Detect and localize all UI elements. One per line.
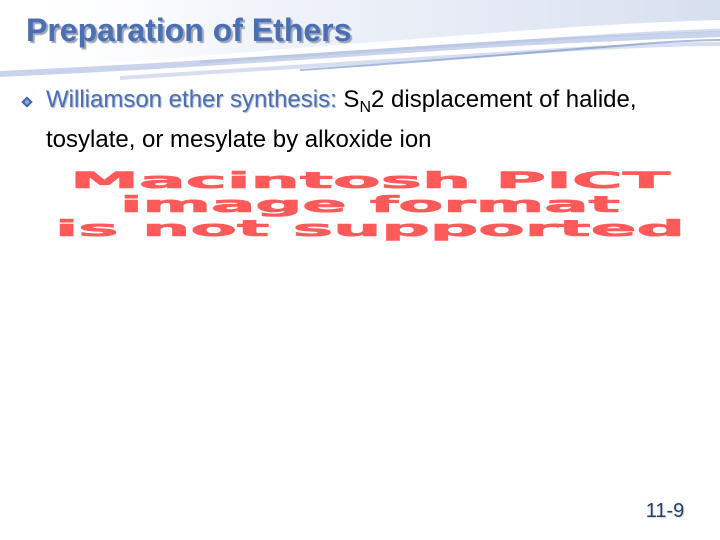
bullet-text-before-subscript: S <box>336 86 360 113</box>
diamond-bullet-icon <box>20 95 34 109</box>
placeholder-line-1: Macintosh PICT <box>70 169 670 194</box>
bullet-item <box>20 84 710 156</box>
bullet-text-after-subscript: 2 displacement of halide, tosylate, or mesylate by alkoxide ion <box>46 86 637 153</box>
header-wave-band <box>0 0 720 80</box>
bullet-text <box>46 84 710 156</box>
bullet-term: Williamson ether synthesis: <box>46 86 337 113</box>
bullet-subscript: N <box>359 99 372 116</box>
slide-number: 11-9 <box>645 500 685 522</box>
placeholder-line-3: is not supported <box>55 217 685 242</box>
placeholder-image-text <box>50 168 690 242</box>
placeholder-line-2: image format <box>120 193 622 218</box>
slide-title: Preparation of Ethers <box>26 12 352 48</box>
unsupported-image-placeholder <box>50 168 690 242</box>
